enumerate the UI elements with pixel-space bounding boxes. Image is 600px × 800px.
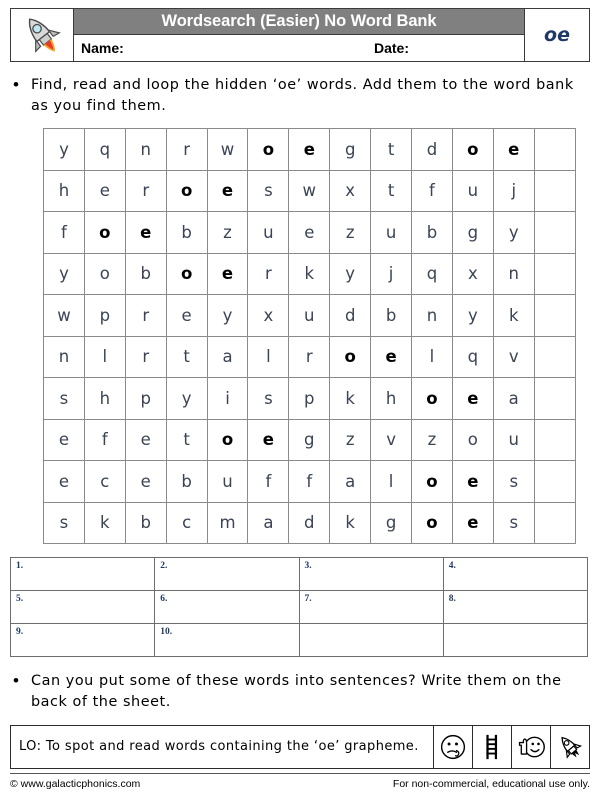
wordsearch-cell[interactable]: f — [289, 461, 330, 503]
footer-copyright: © www.galacticphonics.com — [10, 778, 141, 790]
wordsearch-cell[interactable] — [534, 295, 575, 337]
wordsearch-cell[interactable]: y — [207, 295, 248, 337]
wordsearch-cell[interactable]: y — [330, 253, 371, 295]
wordsearch-cell[interactable]: d — [330, 295, 371, 337]
wordsearch-cell[interactable]: k — [493, 295, 534, 337]
wordsearch-cell[interactable]: d — [289, 502, 330, 544]
wordsearch-cell[interactable]: w — [44, 295, 85, 337]
wordsearch-cell[interactable]: s — [493, 461, 534, 503]
wordsearch-cell[interactable]: z — [330, 419, 371, 461]
wordsearch-cell[interactable]: o — [452, 129, 493, 171]
wordsearch-cell[interactable]: c — [84, 461, 125, 503]
wordsearch-cell[interactable]: v — [371, 419, 412, 461]
wordsearch-cell[interactable]: n — [44, 336, 85, 378]
wordsearch-cell[interactable]: y — [166, 378, 207, 420]
wordsearch-cell[interactable]: z — [412, 419, 453, 461]
wordsearch-cell[interactable]: b — [412, 212, 453, 254]
word-bank-number: 1. — [16, 561, 24, 571]
instruction-top-text: Find, read and loop the hidden ‘oe’ words. Add them to the word bank as you find them. — [31, 77, 574, 114]
wordsearch-cell[interactable]: w — [207, 129, 248, 171]
worksheet-header — [10, 8, 590, 62]
word-bank-row — [11, 558, 588, 591]
wordsearch-cell[interactable]: o — [412, 461, 453, 503]
word-bank-cell[interactable] — [443, 624, 587, 657]
wordsearch-cell[interactable]: e — [125, 419, 166, 461]
footer-divider — [10, 773, 590, 774]
wordsearch-cell[interactable]: o — [84, 212, 125, 254]
wordsearch-cell[interactable]: e — [452, 461, 493, 503]
wordsearch-cell[interactable]: e — [125, 212, 166, 254]
bullet-icon: • — [13, 75, 19, 94]
wordsearch-row — [44, 253, 576, 295]
wordsearch-cell[interactable]: o — [166, 253, 207, 295]
wordsearch-cell[interactable] — [534, 419, 575, 461]
rocket-icon — [18, 13, 66, 57]
wordsearch-cell[interactable]: k — [330, 502, 371, 544]
thumbs-up-face-icon[interactable] — [511, 726, 550, 768]
wordsearch-cell[interactable]: b — [125, 502, 166, 544]
wordsearch-cell[interactable]: r — [166, 129, 207, 171]
wordsearch-cell[interactable]: u — [207, 461, 248, 503]
wordsearch-cell[interactable]: r — [289, 336, 330, 378]
wordsearch-cell[interactable]: o — [84, 253, 125, 295]
wordsearch-cell[interactable]: a — [493, 378, 534, 420]
wordsearch-cell[interactable] — [534, 212, 575, 254]
word-bank-number: 7. — [304, 594, 312, 604]
wordsearch-cell[interactable]: b — [166, 212, 207, 254]
grapheme-badge-label: oe — [544, 24, 570, 46]
wordsearch-cell[interactable]: n — [125, 129, 166, 171]
wordsearch-cell[interactable]: y — [452, 295, 493, 337]
wordsearch-cell[interactable]: t — [166, 419, 207, 461]
word-bank-cell[interactable] — [299, 591, 443, 624]
page-footer — [10, 773, 590, 790]
wordsearch-cell[interactable]: h — [84, 378, 125, 420]
wordsearch-cell[interactable]: u — [452, 170, 493, 212]
wordsearch-row — [44, 502, 576, 544]
wordsearch-cell[interactable]: a — [248, 502, 289, 544]
learning-objective-box — [10, 725, 590, 769]
wordsearch-cell[interactable] — [534, 253, 575, 295]
instruction-bottom — [10, 671, 590, 713]
word-bank-table[interactable] — [10, 557, 588, 657]
wordsearch-cell[interactable]: o — [330, 336, 371, 378]
wordsearch-container — [10, 128, 590, 544]
wordsearch-cell[interactable]: i — [207, 378, 248, 420]
word-bank-number: 10. — [160, 627, 173, 637]
wordsearch-cell[interactable]: v — [493, 336, 534, 378]
word-bank-number: 5. — [16, 594, 24, 604]
page-title: Wordsearch (Easier) No Word Bank — [161, 12, 437, 31]
word-bank-cell[interactable] — [299, 558, 443, 591]
wordsearch-cell[interactable]: u — [248, 212, 289, 254]
wordsearch-cell[interactable]: g — [330, 129, 371, 171]
wordsearch-cell[interactable]: r — [125, 295, 166, 337]
wordsearch-cell[interactable] — [534, 336, 575, 378]
date-label: Date: — [374, 40, 410, 56]
wordsearch-cell[interactable]: f — [412, 170, 453, 212]
wordsearch-cell[interactable] — [534, 502, 575, 544]
header-fields — [74, 35, 524, 61]
wordsearch-cell[interactable]: a — [207, 336, 248, 378]
wordsearch-row — [44, 461, 576, 503]
footer-usage-note: For non-commercial, educational use only. — [392, 778, 590, 790]
wordsearch-cell[interactable] — [534, 378, 575, 420]
wordsearch-cell[interactable] — [534, 129, 575, 171]
wordsearch-row — [44, 129, 576, 171]
wordsearch-cell[interactable]: a — [330, 461, 371, 503]
wordsearch-cell[interactable]: s — [248, 378, 289, 420]
wordsearch-cell[interactable]: g — [452, 212, 493, 254]
wordsearch-cell[interactable]: e — [207, 170, 248, 212]
word-bank-row — [11, 624, 588, 657]
wordsearch-cell[interactable]: o — [412, 378, 453, 420]
wordsearch-cell[interactable]: r — [248, 253, 289, 295]
wordsearch-cell[interactable]: f — [44, 212, 85, 254]
instruction-bottom-text: Can you put some of these words into sentences? Write them on the back of the sheet. — [31, 673, 562, 710]
wordsearch-cell[interactable]: k — [330, 378, 371, 420]
wordsearch-cell[interactable]: s — [44, 378, 85, 420]
grapheme-badge — [524, 9, 589, 61]
wordsearch-cell[interactable]: f — [84, 419, 125, 461]
wordsearch-cell[interactable]: g — [371, 502, 412, 544]
ladder-icon[interactable] — [472, 726, 511, 768]
header-title-bar — [74, 9, 524, 35]
wordsearch-cell[interactable]: z — [330, 212, 371, 254]
wordsearch-cell[interactable]: f — [248, 461, 289, 503]
wordsearch-cell[interactable]: y — [44, 129, 85, 171]
wordsearch-cell[interactable]: p — [289, 378, 330, 420]
word-bank-cell[interactable] — [11, 591, 155, 624]
word-bank-number: 9. — [16, 627, 24, 637]
wordsearch-cell[interactable]: u — [493, 419, 534, 461]
word-bank-number: 3. — [304, 561, 312, 571]
wordsearch-cell[interactable]: u — [289, 295, 330, 337]
wordsearch-cell[interactable]: c — [166, 502, 207, 544]
wordsearch-cell[interactable]: z — [207, 212, 248, 254]
wordsearch-cell[interactable]: l — [371, 461, 412, 503]
word-bank-cell[interactable] — [11, 558, 155, 591]
wordsearch-cell[interactable]: n — [412, 295, 453, 337]
wordsearch-cell[interactable]: q — [452, 336, 493, 378]
wordsearch-cell[interactable]: q — [84, 129, 125, 171]
header-logo — [11, 9, 74, 61]
wordsearch-cell[interactable]: o — [412, 502, 453, 544]
wordsearch-cell[interactable]: l — [84, 336, 125, 378]
word-bank-number: 8. — [448, 594, 456, 604]
word-bank-cell[interactable] — [443, 558, 587, 591]
word-bank-number: 2. — [160, 561, 168, 571]
wordsearch-cell[interactable]: e — [207, 253, 248, 295]
wordsearch-cell[interactable]: p — [125, 378, 166, 420]
wordsearch-cell[interactable]: w — [289, 170, 330, 212]
header-center — [74, 9, 524, 61]
wordsearch-cell[interactable]: e — [166, 295, 207, 337]
word-bank-number: 6. — [160, 594, 168, 604]
wordsearch-cell[interactable]: e — [371, 336, 412, 378]
word-bank-cell[interactable] — [11, 624, 155, 657]
wordsearch-row — [44, 212, 576, 254]
wordsearch-cell[interactable]: s — [44, 502, 85, 544]
wordsearch-cell[interactable]: e — [289, 129, 330, 171]
wordsearch-cell[interactable]: e — [493, 129, 534, 171]
wordsearch-cell[interactable]: q — [412, 253, 453, 295]
wordsearch-cell[interactable]: l — [412, 336, 453, 378]
wordsearch-cell[interactable]: x — [248, 295, 289, 337]
wordsearch-cell[interactable]: e — [125, 461, 166, 503]
word-bank-container — [10, 557, 590, 657]
wordsearch-grid[interactable] — [43, 128, 576, 544]
name-label: Name: — [81, 40, 124, 56]
wordsearch-cell[interactable]: k — [84, 502, 125, 544]
wordsearch-cell[interactable]: h — [44, 170, 85, 212]
word-bank-row — [11, 591, 588, 624]
learning-objective-text: LO: To spot and read words containing the ‘oe’ grapheme. — [19, 739, 419, 754]
wordsearch-cell[interactable]: b — [166, 461, 207, 503]
wordsearch-cell[interactable]: p — [84, 295, 125, 337]
wordsearch-cell[interactable]: r — [125, 170, 166, 212]
wordsearch-row — [44, 419, 576, 461]
wordsearch-cell[interactable]: y — [44, 253, 85, 295]
wordsearch-row — [44, 336, 576, 378]
wordsearch-cell[interactable]: t — [371, 170, 412, 212]
wordsearch-cell[interactable]: s — [493, 502, 534, 544]
wordsearch-cell[interactable]: t — [166, 336, 207, 378]
wordsearch-cell[interactable] — [534, 170, 575, 212]
wordsearch-cell[interactable]: e — [452, 502, 493, 544]
wordsearch-cell[interactable]: x — [452, 253, 493, 295]
word-bank-cell[interactable] — [155, 624, 299, 657]
wordsearch-row — [44, 295, 576, 337]
wordsearch-cell[interactable]: e — [289, 212, 330, 254]
word-bank-cell[interactable] — [443, 591, 587, 624]
wordsearch-cell[interactable]: o — [248, 129, 289, 171]
wordsearch-cell[interactable]: e — [44, 461, 85, 503]
wordsearch-cell[interactable]: j — [493, 170, 534, 212]
wordsearch-cell[interactable]: o — [207, 419, 248, 461]
wordsearch-cell[interactable]: n — [493, 253, 534, 295]
rocket-icon[interactable] — [550, 726, 589, 768]
wordsearch-row — [44, 378, 576, 420]
wordsearch-cell[interactable]: y — [493, 212, 534, 254]
word-bank-number: 4. — [448, 561, 456, 571]
word-bank-cell[interactable] — [299, 624, 443, 657]
instruction-top — [10, 75, 590, 117]
wordsearch-cell[interactable]: m — [207, 502, 248, 544]
bullet-icon: • — [13, 671, 19, 690]
wordsearch-cell[interactable] — [534, 461, 575, 503]
word-bank-cell[interactable] — [155, 558, 299, 591]
wordsearch-cell[interactable]: r — [125, 336, 166, 378]
wordsearch-cell[interactable]: x — [330, 170, 371, 212]
word-bank-cell[interactable] — [155, 591, 299, 624]
wordsearch-cell[interactable]: k — [289, 253, 330, 295]
wordsearch-cell[interactable]: s — [248, 170, 289, 212]
wordsearch-cell[interactable]: o — [452, 419, 493, 461]
wordsearch-cell[interactable]: g — [289, 419, 330, 461]
thinking-face-icon[interactable] — [433, 726, 472, 768]
wordsearch-cell[interactable]: j — [371, 253, 412, 295]
wordsearch-cell[interactable]: e — [44, 419, 85, 461]
wordsearch-row — [44, 170, 576, 212]
wordsearch-cell[interactable]: d — [412, 129, 453, 171]
wordsearch-cell[interactable]: h — [371, 378, 412, 420]
wordsearch-cell[interactable]: o — [166, 170, 207, 212]
wordsearch-cell[interactable]: e — [84, 170, 125, 212]
wordsearch-cell[interactable]: b — [125, 253, 166, 295]
wordsearch-cell[interactable]: l — [248, 336, 289, 378]
wordsearch-cell[interactable]: b — [371, 295, 412, 337]
wordsearch-cell[interactable]: t — [371, 129, 412, 171]
wordsearch-cell[interactable]: e — [248, 419, 289, 461]
wordsearch-cell[interactable]: u — [371, 212, 412, 254]
wordsearch-cell[interactable]: e — [452, 378, 493, 420]
